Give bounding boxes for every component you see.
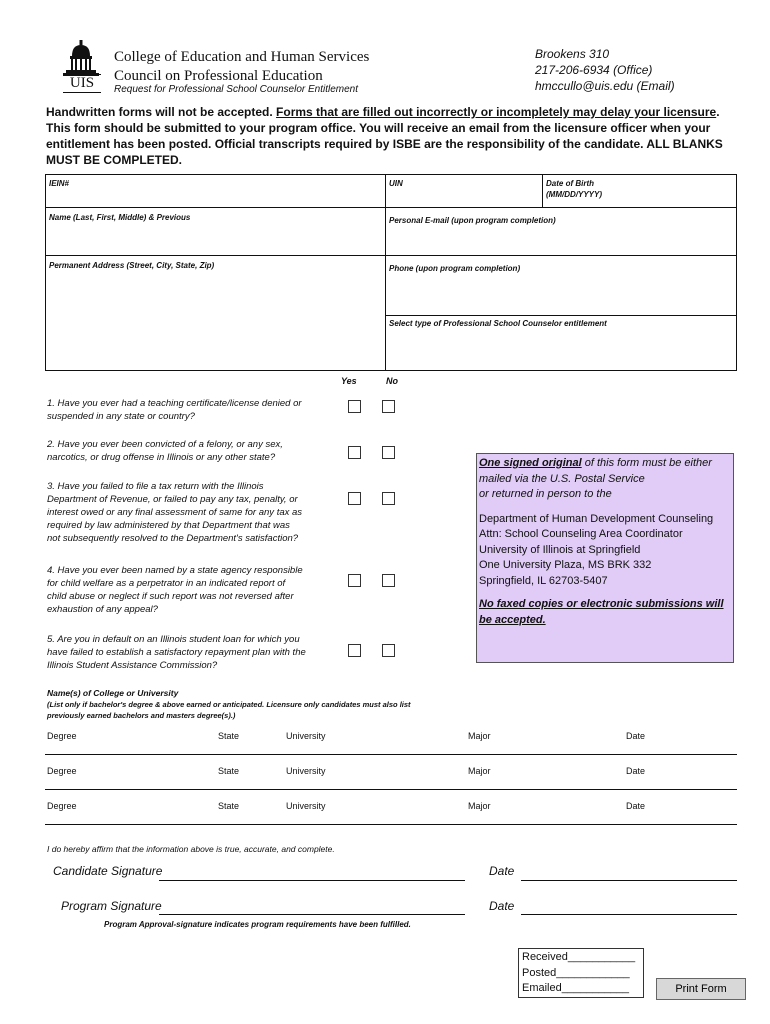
applicant-info-box: [45, 174, 737, 371]
dob-label: Date of Birth: [546, 179, 594, 188]
question-text: not subsequently resolved to the Department's satisfaction?: [47, 533, 299, 544]
degree-label: Degree: [47, 801, 77, 811]
candidate-date-line[interactable]: [521, 880, 737, 881]
address-line: University of Illinois at Springfield: [479, 543, 641, 556]
degree-label: Degree: [47, 731, 77, 741]
question-3: [47, 480, 332, 545]
degree-row-2[interactable]: [45, 766, 737, 790]
emailed-field: Emailed___________: [522, 982, 630, 994]
q1-no-checkbox[interactable]: [382, 400, 395, 413]
q2-yes-checkbox[interactable]: [348, 446, 361, 459]
question-text: Department of Revenue, or failed to pay any tax, penalty, or: [47, 494, 298, 505]
entitlement-select[interactable]: Select type of Professional School Counselor entitlement: [389, 319, 607, 328]
date-label: Date: [626, 766, 646, 776]
notice-signed-original: One signed original: [479, 457, 582, 469]
q2-no-checkbox[interactable]: [382, 446, 395, 459]
divider: [385, 175, 386, 370]
question-text: have failed to establish a satisfactory repayment plan with the: [47, 647, 306, 658]
question-2: [47, 438, 332, 464]
question-text: for child welfare as a perpetrator in an indicated report of: [47, 578, 286, 589]
program-signature-label: Program Signature: [61, 899, 162, 913]
address-field[interactable]: Permanent Address (Street, City, State, Zip): [49, 261, 215, 270]
question-text: 2. Have you ever been convicted of a felony, or any sex,: [47, 439, 283, 450]
print-form-button[interactable]: Print Form: [656, 978, 746, 1000]
question-text: 3. Have you failed to file a tax return with the Illinois: [47, 481, 264, 492]
contact-phone: 217-206-6934 (Office): [535, 63, 653, 77]
mailing-address: [479, 512, 731, 590]
question-5: [47, 633, 332, 672]
question-text: 5. Are you in default on an Illinois student loan for which you: [47, 634, 300, 645]
degree-row-1[interactable]: [45, 731, 737, 755]
question-text: required by law administered by that Department that was: [47, 520, 290, 531]
date-label: Date: [626, 731, 646, 741]
capitol-dome-icon: [60, 40, 102, 76]
divider: [386, 315, 736, 316]
program-date-label: Date: [489, 899, 515, 913]
candidate-date-label: Date: [489, 864, 515, 878]
address-line: Department of Human Development Counseling: [479, 512, 714, 525]
program-date-line[interactable]: [521, 914, 737, 915]
logo-text: UIS: [63, 74, 101, 93]
candidate-signature-line[interactable]: [159, 880, 465, 881]
divider: [46, 207, 736, 208]
q5-no-checkbox[interactable]: [382, 644, 395, 657]
degree-label: Degree: [47, 766, 77, 776]
no-header: No: [386, 376, 398, 386]
name-field[interactable]: Name (Last, First, Middle) & Previous: [49, 213, 191, 222]
question-1: [47, 397, 332, 423]
email-field[interactable]: Personal E-mail (upon program completion): [389, 216, 556, 225]
form-title: Request for Professional School Counselor Entitlement: [114, 84, 359, 95]
address-line: One University Plaza, MS BRK 332: [479, 559, 652, 571]
state-label: State: [218, 731, 240, 741]
q3-yes-checkbox[interactable]: [348, 492, 361, 505]
candidate-signature-label: Candidate Signature: [53, 864, 163, 878]
phone-field[interactable]: Phone (upon program completion): [389, 264, 521, 273]
question-text: 4. Have you ever been named by a state agency responsible: [47, 565, 303, 576]
notice-text: of this form must be either: [581, 457, 712, 469]
address-line: Attn: School Counseling Area Coordinator: [479, 528, 683, 540]
question-text: suspended in any state or country?: [47, 411, 195, 422]
question-text: interest owed or any final assessment of same for any tax as: [47, 507, 303, 518]
major-label: Major: [468, 731, 491, 741]
question-text: child abuse or neglect if such report was not reversed after: [47, 591, 294, 602]
approval-note: Program Approval-signature indicates program requirements have been fulfilled.: [104, 920, 411, 929]
office-use-box: [518, 948, 644, 998]
question-text: narcotics, or drug offense in Illinois or any other state?: [47, 452, 276, 463]
intro-text-2: This form should be submitted to your program office. You will receive an email from the licensure officer when your entitlement has been posted. Official transcripts required by ISBE are the responsibility of the candidate. ALL BLANKS MUST BE COMPLETED.: [46, 121, 723, 167]
university-label: University: [286, 766, 326, 776]
state-label: State: [218, 766, 240, 776]
intro-period: .: [716, 105, 720, 119]
q5-yes-checkbox[interactable]: [348, 644, 361, 657]
program-signature-line[interactable]: [159, 914, 465, 915]
major-label: Major: [468, 766, 491, 776]
college-name: College of Education and Human Services: [114, 49, 370, 65]
received-field: Received___________: [522, 951, 636, 963]
major-label: Major: [468, 801, 491, 811]
council-name: Council on Professional Education: [114, 68, 323, 84]
colleges-note: (List only if bachelor's degree & above earned or anticipated. Licensure only candidates must also list previously earned bachelors and masters degree(s).): [47, 700, 411, 720]
state-label: State: [218, 801, 240, 811]
intro-text-1: Handwritten forms will not be accepted.: [46, 105, 277, 119]
question-4: [47, 564, 332, 616]
notice-text: or returned in person to the: [479, 488, 612, 500]
degree-row-3[interactable]: [45, 801, 737, 825]
iein-field[interactable]: IEIN#: [49, 179, 70, 188]
dob-field[interactable]: [546, 178, 602, 200]
colleges-heading: Name(s) of College or University: [47, 688, 179, 698]
no-fax-warning: No faxed copies or electronic submissions will be accepted.: [479, 598, 724, 626]
intro-warning-underlined: Forms that are filled out incorrectly or incompletely may delay your licensure: [276, 105, 717, 119]
question-text: 1. Have you ever had a teaching certificate/license denied or: [47, 398, 302, 409]
q1-yes-checkbox[interactable]: [348, 400, 361, 413]
question-text: Illinois Student Assistance Commission?: [47, 660, 218, 671]
q4-yes-checkbox[interactable]: [348, 574, 361, 587]
divider: [542, 175, 543, 207]
question-text: exhaustion of any appeal?: [47, 604, 158, 615]
posted-field: Posted____________: [522, 966, 630, 979]
notice-text: mailed via the U.S. Postal Service: [479, 472, 645, 485]
q3-no-checkbox[interactable]: [382, 492, 395, 505]
intro-instructions: [46, 104, 746, 168]
contact-email: hmccullo@uis.edu (Email): [535, 79, 675, 93]
q4-no-checkbox[interactable]: [382, 574, 395, 587]
yes-header: Yes: [341, 376, 357, 386]
university-label: University: [286, 731, 326, 741]
dob-format: (MM/DD/YYYY): [546, 190, 602, 199]
affirmation-text: I do hereby affirm that the information above is true, accurate, and complete.: [47, 844, 335, 854]
contact-office: Brookens 310: [535, 47, 610, 61]
mailing-notice: [476, 453, 734, 663]
address-line: Springfield, IL 62703-5407: [479, 574, 608, 587]
uin-field[interactable]: UIN: [389, 179, 403, 188]
date-label: Date: [626, 801, 646, 811]
university-label: University: [286, 801, 326, 811]
divider: [46, 255, 736, 256]
